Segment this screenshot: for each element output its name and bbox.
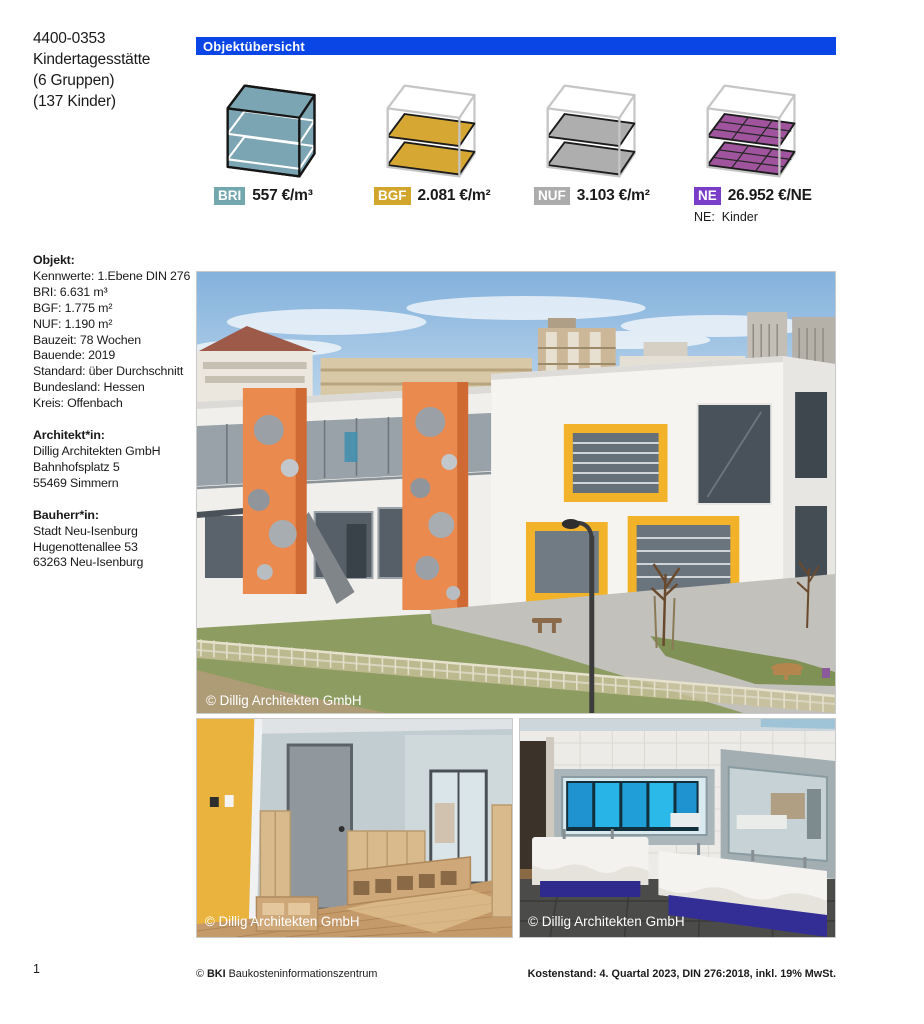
metric-badge-bgf: BGF [374,187,411,205]
metrics-row [196,80,836,224]
metric-badge-nuf: NUF [534,187,570,205]
info-heading: Bauherr*in: [33,507,99,522]
photo-credit: © Dillig Architekten GmbH [528,914,685,929]
info-block [33,253,205,587]
photo-credit: © Dillig Architekten GmbH [205,692,362,709]
project-id-line: (137 Kinder) [33,93,116,110]
metric-bgf [356,80,516,224]
metric-value: 26.952 €/NE [727,187,812,204]
interior-photo-cloakroom [196,718,513,938]
project-id-line: 4400-0353 [33,30,106,47]
page-title: Objektübersicht [203,38,305,54]
mirror-with-stall-reflection [562,777,706,835]
info-line: BRI: 6.631 m³ [33,284,108,299]
info-section [33,253,205,412]
metric-note: NE: Kinder [694,210,758,224]
project-id-line: (6 Gruppen) [33,72,115,89]
publisher-name: BKI [206,968,226,980]
info-line: BGF: 1.775 m² [33,300,113,315]
washroom-photo [520,719,835,937]
info-line: Bahnhofsplatz 5 [33,459,120,474]
header-bar [196,37,836,55]
metric-ne [676,80,836,224]
info-line: Bauzeit: 78 Wochen [33,332,141,347]
cube-icon-nuf [536,80,648,182]
info-line: Kennwerte: 1.Ebene DIN 276 [33,268,191,283]
info-line: 63263 Neu-Isenburg [33,555,144,570]
metric-value: 557 €/m³ [252,187,313,204]
info-line: Bundesland: Hessen [33,380,145,395]
info-line: NUF: 1.190 m² [33,316,113,331]
metric-badge-ne: NE [694,187,721,205]
main-photo [196,271,836,714]
metric-value: 2.081 €/m² [417,187,491,204]
info-line: Standard: über Durchschnitt [33,364,184,379]
corner-mirror [729,767,827,861]
info-line: Dillig Architekten GmbH [33,443,161,458]
cube-icon-ne [696,80,808,182]
publisher-credit [196,968,377,980]
cube-icon-bgf [376,80,488,182]
metric-value: 3.103 €/m² [576,187,650,204]
cube-icon-bri [216,80,328,182]
project-id-line: Kindertagesstätte [33,51,151,68]
small-photos-row [196,718,836,938]
info-line: Kreis: Offenbach [33,396,123,411]
project-id-block [33,28,150,112]
info-heading: Architekt*in: [33,428,105,443]
info-section [33,508,205,572]
cost-status-note: Kostenstand: 4. Quartal 2023, DIN 276:2018, inkl. 19% MwSt. [527,968,836,980]
info-heading: Objekt: [33,253,75,267]
building-exterior-photo [197,272,835,713]
info-line: Stadt Neu-Isenburg [33,523,138,538]
page-number: 1 [33,962,40,976]
interior-photo-washroom [519,718,836,938]
info-section [33,428,205,492]
orange-tower-left [243,388,307,594]
metric-nuf [516,80,676,224]
trough-sink-left [532,829,648,897]
metric-bri [196,80,356,224]
info-line: Bauende: 2019 [33,348,116,363]
info-line: 55469 Simmern [33,475,119,490]
photo-credit: © Dillig Architekten GmbH [204,913,360,930]
cloakroom-photo [197,719,512,937]
orange-tower-right [402,382,468,610]
info-line: Hugenottenallee 53 [33,539,138,554]
metric-badge-bri: BRI [214,187,245,205]
copyright-symbol: © [196,968,204,980]
publisher-full-name: Baukosteninformationszentrum [228,968,378,980]
